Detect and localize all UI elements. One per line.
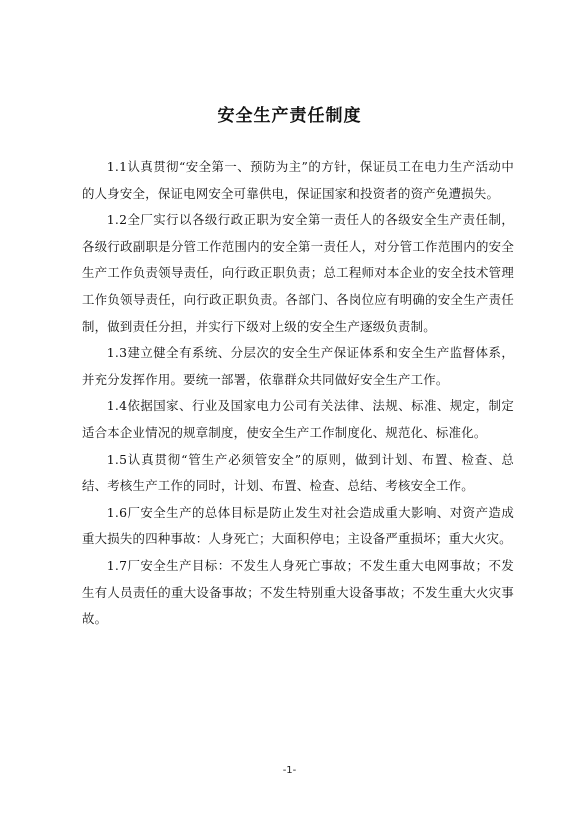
- document-title: 安全生产责任制度: [217, 106, 362, 126]
- document-body: [82, 154, 514, 633]
- paragraph-1-1: 1.1认真贯彻“安全第一、预防为主”的方针，保证员工在电力生产活动中的人身安全，保证电网安全可靠供电，保证国家和投资者的资产免遭损失。: [82, 159, 514, 201]
- paragraph-1-3: 1.3建立健全有系统、分层次的安全生产保证体系和安全生产监督体系，并充分发挥作用。要统一部署，依靠群众共同做好安全生产工作。: [82, 345, 514, 387]
- paragraph-1-5: 1.5认真贯彻“管生产必须管安全”的原则，做到计划、布置、检查、总结、考核生产工作的同时，计划、布置、检查、总结、考核安全工作。: [82, 451, 514, 494]
- paragraph-1-2: 1.2全厂实行以各级行政正职为安全第一责任人的各级安全生产责任制，各级行政副职是分管工作范围内的安全第一责任人，对分管工作范围内的安全生产工作负责领导责任，向行政正职负责；总工程师对本企业的安全技术管理工作负领导责任，向行政正职负责。各部门、各岗位应有明确的安全生产责任制，做到责任分担，并实行下级对上级的安全生产逐级负责制。: [82, 212, 514, 334]
- paragraph-1-6: 1.6厂安全生产的总体目标是防止发生对社会造成重大影响、对资产造成重大损失的四种事故：人身死亡；大面积停电；主设备严重损坏；重大火灾。: [82, 504, 514, 547]
- page-number: -1-: [282, 765, 297, 776]
- paragraph-1-7: 1.7厂安全生产目标：不发生人身死亡事故；不发生重大电网事故；不发生有人员责任的重大设备事故；不发生特别重大设备事故；不发生重大火灾事故。: [82, 557, 514, 627]
- paragraph-1-4: 1.4依据国家、行业及国家电力公司有关法律、法规、标准、规定，制定适合本企业情况的规章制度，使安全生产工作制度化、规范化、标准化。: [82, 398, 514, 440]
